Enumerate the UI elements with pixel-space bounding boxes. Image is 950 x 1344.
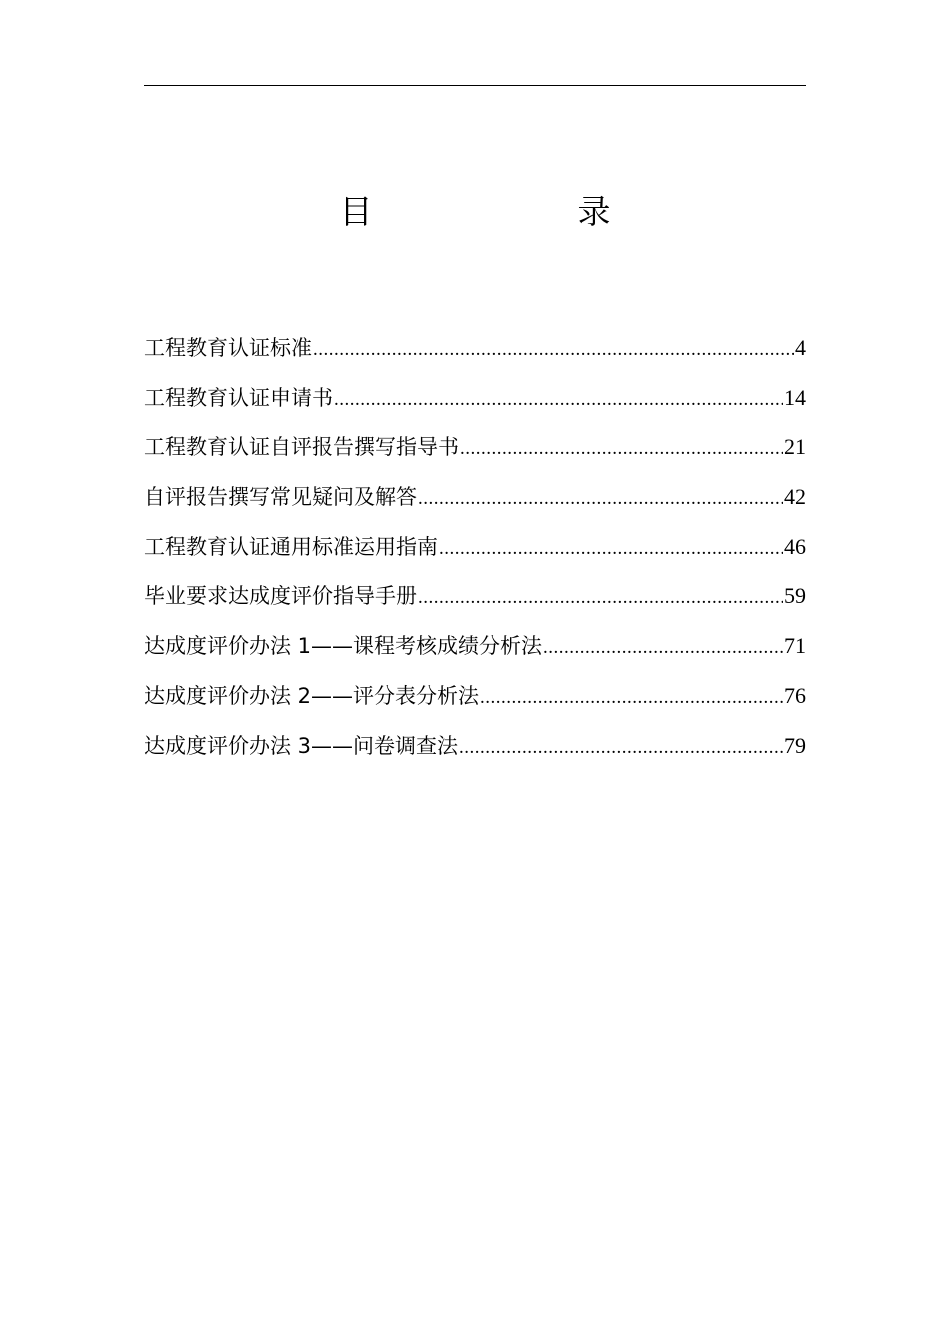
toc-leader-dots — [313, 328, 794, 372]
toc-entry[interactable] — [144, 326, 806, 376]
toc-list — [144, 326, 806, 773]
toc-entry-page: 4 — [795, 335, 806, 360]
toc-entry[interactable] — [144, 425, 806, 475]
toc-entry[interactable] — [144, 674, 806, 724]
toc-entry[interactable] — [144, 525, 806, 575]
toc-entry-label: 工程教育认证通用标准运用指南 — [144, 534, 438, 559]
toc-title: 目 录 — [339, 192, 697, 231]
toc-leader-dots — [418, 576, 783, 620]
toc-entry-page: 21 — [784, 434, 806, 460]
toc-entry-page: 42 — [784, 484, 806, 510]
toc-entry[interactable] — [144, 724, 806, 774]
toc-entry-page: 79 — [784, 732, 806, 758]
toc-entry-label: 达成度评价办法 1——课程考核成绩分析法 — [144, 634, 543, 659]
toc-entry-label: 工程教育认证自评报告撰写指导书 — [144, 435, 459, 460]
header-rule — [144, 85, 806, 86]
toc-entry-page: 59 — [784, 583, 806, 609]
toc-entry-label: 工程教育认证标准 — [144, 336, 312, 360]
toc-entry-label: 自评报告撰写常见疑问及解答 — [144, 485, 417, 510]
toc-entry-label: 达成度评价办法 2——评分表分析法 — [144, 683, 480, 708]
toc-entry[interactable] — [144, 574, 806, 624]
toc-leader-dots — [480, 676, 783, 720]
toc-leader-dots — [418, 477, 783, 521]
toc-entry-page: 14 — [784, 384, 806, 410]
toc-leader-dots — [459, 726, 783, 770]
toc-entry[interactable] — [144, 624, 806, 674]
toc-entry-label: 毕业要求达成度评价指导手册 — [144, 584, 417, 609]
toc-entry[interactable] — [144, 376, 806, 426]
toc-entry-label: 工程教育认证申请书 — [144, 385, 333, 410]
toc-leader-dots — [543, 626, 783, 670]
toc-leader-dots — [334, 378, 783, 422]
toc-entry-page: 76 — [784, 682, 806, 708]
toc-leader-dots — [439, 527, 783, 571]
toc-entry-page: 71 — [784, 633, 806, 659]
toc-leader-dots — [460, 427, 783, 471]
toc-entry-label: 达成度评价办法 3——问卷调查法 — [144, 733, 459, 758]
toc-entry[interactable] — [144, 475, 806, 525]
toc-entry-page: 46 — [784, 533, 806, 559]
